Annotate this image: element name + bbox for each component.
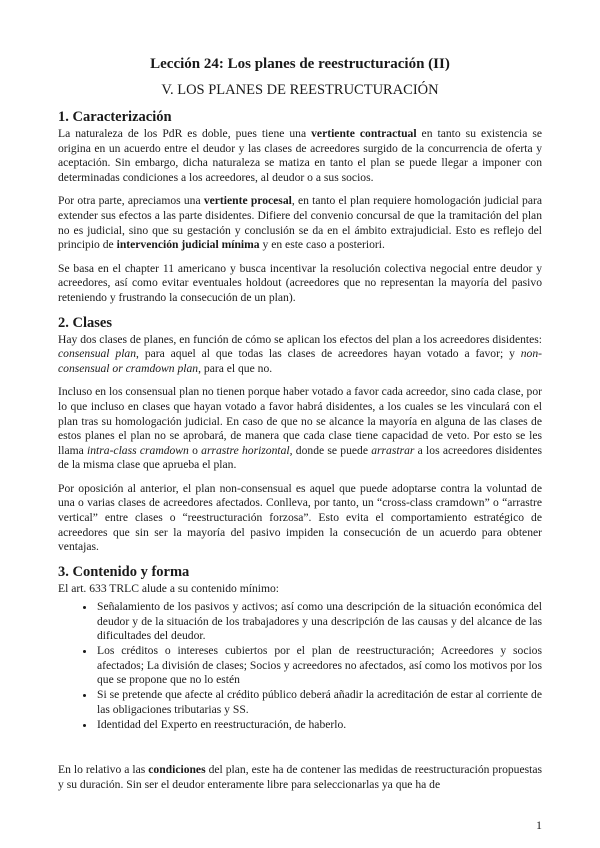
text-run: a los acreedores disidentes de la misma clase que aprueba el plan. <box>58 443 543 472</box>
text-run: En lo relativo a las <box>58 763 149 777</box>
heading-caracterizacion: 1. Caracterización <box>58 109 172 125</box>
contenido-minimo-list <box>58 600 542 732</box>
text-run: , en tanto el plan requiere homologación judicial para extender sus efectos a las parte disidentes. Difiere del convenio concursal de que la tramitación del plan no es judicial, sino que su gestación y conclusión se da en el ámbito extrajudicial. Esto es reflejo del principio de <box>58 194 542 252</box>
text-run: La naturaleza de los PdR es doble, pues tiene una <box>58 127 312 140</box>
paragraph-consensual-plan <box>58 385 542 473</box>
list-item: • Si se pretende que afecte al crédito público deberá añadir la acreditación de estar al corriente de las obligaciones tributarias y SS. <box>95 688 542 717</box>
bold-term: intervención judicial mínima <box>116 238 260 252</box>
page-number: 1 <box>536 818 542 832</box>
bold-term: vertiente contractual <box>311 127 417 140</box>
paragraph-naturaleza <box>58 127 542 185</box>
heading-contenido-forma: 3. Contenido y forma <box>58 563 190 580</box>
list-item: • Los créditos o intereses cubiertos por el plan de reestructuración; Acreedores y socios afectados; La división de clases; Socios y acreedores no afectados, así como los motivos por los que se propone que no lo estén <box>95 644 542 687</box>
bold-term: vertiente procesal <box>203 194 292 208</box>
list-item: • Identidad del Experto en reestructuración, de haberlo. <box>95 718 542 732</box>
paragraph-chapter-11: Se basa en el chapter 11 americano y busca incentivar la resolución colectiva negocial entre deudor y acreedores, así como evitar eventuales holdout (acreedores que no representan la mayoría del pasivo reteniendo y frustrando la consecución de un plan). <box>58 261 542 304</box>
text-run: Incluso en los consensual plan no tienen porque haber votado a favor cada acreedor, sino cada clase, por lo que incluso en clases que hayan votado a favor habrá disidentes, a los cuales se les vinculará con el plan tras su homologación judicial. En caso de que no se alcance la mayoría en alguna de las clases de estos planes el plan no se aprobará, de manera que cada clase tiene capacidad de veto. Por esto se les llama <box>58 385 542 457</box>
paragraph-condiciones <box>58 763 542 792</box>
paragraph-vertiente-procesal <box>58 194 542 252</box>
section-subtitle: V. LOS PLANES DE REESTRUCTURACIÓN <box>161 82 439 98</box>
italic-term: arrastrar <box>371 443 415 457</box>
text-run: o <box>188 443 202 457</box>
page-content <box>58 56 542 801</box>
heading-clases: 2. Clases <box>58 314 112 331</box>
italic-term: arrastre horizontal, <box>201 443 293 457</box>
text-run: Hay dos clases de planes, en función de cómo se aplican los efectos del plan a los acreedores disidentes: <box>58 332 542 346</box>
spacer <box>58 733 542 763</box>
text-run: , para aquel al que todas las clases de acreedores hayan votado a favor; y <box>136 347 521 361</box>
text-run: , para el que no. <box>198 361 273 375</box>
text-run: Por otra parte, apreciamos una <box>58 194 204 208</box>
paragraph-non-consensual: Por oposición al anterior, el plan non-consensual es aquel que puede adoptarse contra la voluntad de una o varias clases de acreedores afectados. Conlleva, por tanto, un “cross-class cramdown” o “arrastre vertical” entre clases o “reestructuración forzosa”. Esto evita el comportamiento estratégico de acreedores que sin ser la mayoría del pasivo impiden la consecución de un acuerdo para obtener ventajas. <box>58 481 542 554</box>
lesson-title: Lección 24: Los planes de reestructuración (II) <box>150 56 450 72</box>
text-run: del plan, este ha de contener las medidas de reestructuración propuestas y su duración. Sin ser el deudor enteramente libre para seleccionarlas ya que ha de <box>58 763 542 791</box>
paragraph-art-633: El art. 633 TRLC alude a su contenido mínimo: <box>58 581 280 595</box>
paragraph-dos-clases <box>58 333 542 377</box>
bold-term: condiciones <box>148 763 206 777</box>
text-run: en tanto su existencia se origina en un acuerdo entre el deudor y las clases de acreedores surgido de la concurrencia de oferta y aceptación. Sin embargo, dicha naturaleza se matiza en tanto el plan se puede llegar a imponer con determinadas condiciones a los acreedores, al deudor o a sus socios. <box>58 127 542 184</box>
italic-term: non-consensual or cramdown plan <box>58 347 543 375</box>
text-run: donde se puede <box>292 443 372 457</box>
list-item: • Señalamiento de los pasivos y activos; así como una descripción de la situación económica del deudor y de la situación de los trabajadores y una descripción de las causas y del alcance de las dificultades del deudor. <box>95 600 542 643</box>
italic-term: intra-class cramdown <box>87 443 189 457</box>
italic-term: consensual plan <box>58 347 137 361</box>
text-run: y en este caso a posteriori. <box>259 238 385 252</box>
